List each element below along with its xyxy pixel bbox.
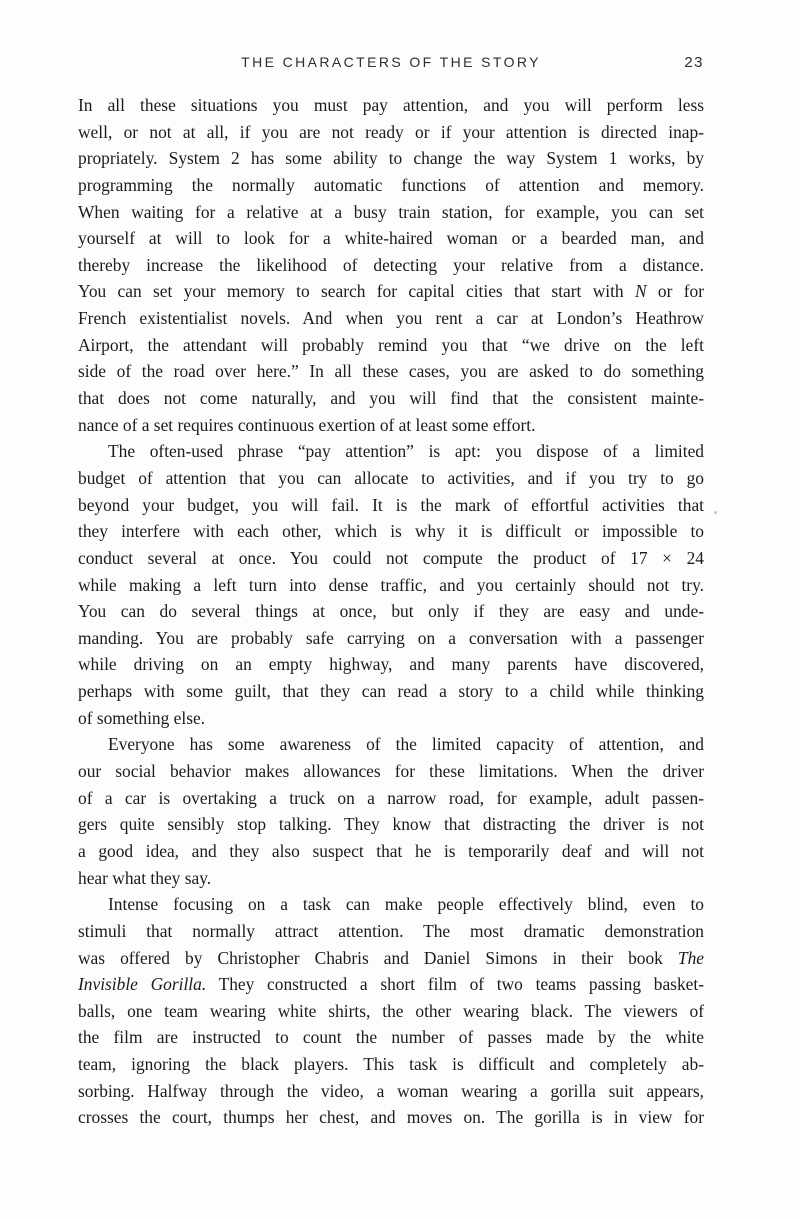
paragraph (78, 731, 704, 891)
text-line: well, or not at all, if you are not ready or if your attention is directed inap- (78, 121, 704, 142)
text-line: conduct several at once. You could not compute the product of 17 × 24 (78, 547, 704, 568)
text-line: while making a left turn into dense traffic, and you certainly should not try. (78, 574, 704, 595)
text-line: balls, one team wearing white shirts, the other wearing black. The viewers of (78, 1000, 704, 1021)
text-line: the film are instructed to count the number of passes made by the white (78, 1027, 704, 1048)
text-line: of a car is overtaking a truck on a narrow road, for example, adult passen- (78, 787, 704, 808)
text-line: yourself at will to look for a white-haired woman or a bearded man, and (78, 228, 704, 249)
text-line: beyond your budget, you will fail. It is the mark of effortful activities that (78, 494, 704, 515)
paragraph (78, 438, 704, 731)
text-line: propriately. System 2 has some ability to change the way System 1 works, by (78, 148, 704, 169)
paragraph (78, 92, 704, 438)
text-line: You can do several things at once, but only if they are easy and unde- (78, 601, 704, 622)
text-line: In all these situations you must pay attention, and you will perform less (78, 95, 704, 115)
text-line: gers quite sensibly stop talking. They know that distracting the driver is not (78, 814, 704, 835)
body-text (78, 92, 704, 1131)
text-line: our social behavior makes allowances for these limitations. When the driver (78, 761, 704, 782)
text-line: thereby increase the likelihood of detecting your relative from a distance. (78, 254, 704, 275)
text-line: a good idea, and they also suspect that he is temporarily deaf and will not (78, 840, 704, 861)
text-line: of something else. (78, 707, 206, 728)
text-line: manding. You are probably safe carrying on a conversation with a passenger (78, 627, 704, 648)
running-head-title: THE CHARACTERS OF THE STORY (241, 54, 541, 70)
running-header (78, 54, 704, 74)
text-line: The often-used phrase “pay attention” is apt: you dispose of a limited (108, 441, 704, 462)
text-line: nance of a set requires continuous exertion of at least some effort. (78, 414, 536, 435)
text-line: programming the normally automatic functions of attention and memory. (78, 174, 704, 195)
text-line: Intense focusing on a task can make people effectively blind, even to (108, 894, 704, 915)
text-line: budget of attention that you can allocate to activities, and if you try to go (78, 467, 704, 488)
text-line: When waiting for a relative at a busy train station, for example, you can set (78, 201, 704, 222)
page-number: 23 (684, 54, 704, 71)
text-line: team, ignoring the black players. This task is difficult and completely ab- (78, 1054, 704, 1075)
paragraph (78, 891, 704, 1131)
text-line: perhaps with some guilt, that they can read a story to a child while thinking (78, 681, 704, 702)
text-line: that does not come naturally, and you will find that the consistent mainte- (78, 388, 704, 409)
text-line: crosses the court, thumps her chest, and moves on. The gorilla is in view for (78, 1107, 704, 1128)
text-line: while driving on an empty highway, and many parents have discovered, (78, 654, 704, 675)
text-line: was offered by Christopher Chabris and Daniel Simons in their book The (78, 947, 704, 968)
text-line: sorbing. Halfway through the video, a woman wearing a gorilla suit appears, (78, 1080, 704, 1101)
text-line: Everyone has some awareness of the limited capacity of attention, and (108, 734, 704, 755)
text-line: Invisible Gorilla. They constructed a short film of two teams passing basket- (78, 974, 704, 995)
text-line: French existentialist novels. And when you rent a car at London’s Heathrow (78, 308, 704, 329)
text-line: You can set your memory to search for capital cities that start with N or for (78, 281, 704, 302)
text-line: hear what they say. (78, 867, 212, 888)
text-line: Airport, the attendant will probably remind you that “we drive on the left (78, 334, 704, 355)
scan-artifact-speck (714, 511, 717, 514)
text-line: they interfere with each other, which is why it is difficult or impossible to (78, 521, 704, 542)
text-line: stimuli that normally attract attention. The most dramatic demonstration (78, 920, 704, 941)
text-line: side of the road over here.” In all these cases, you are asked to do something (78, 361, 704, 382)
